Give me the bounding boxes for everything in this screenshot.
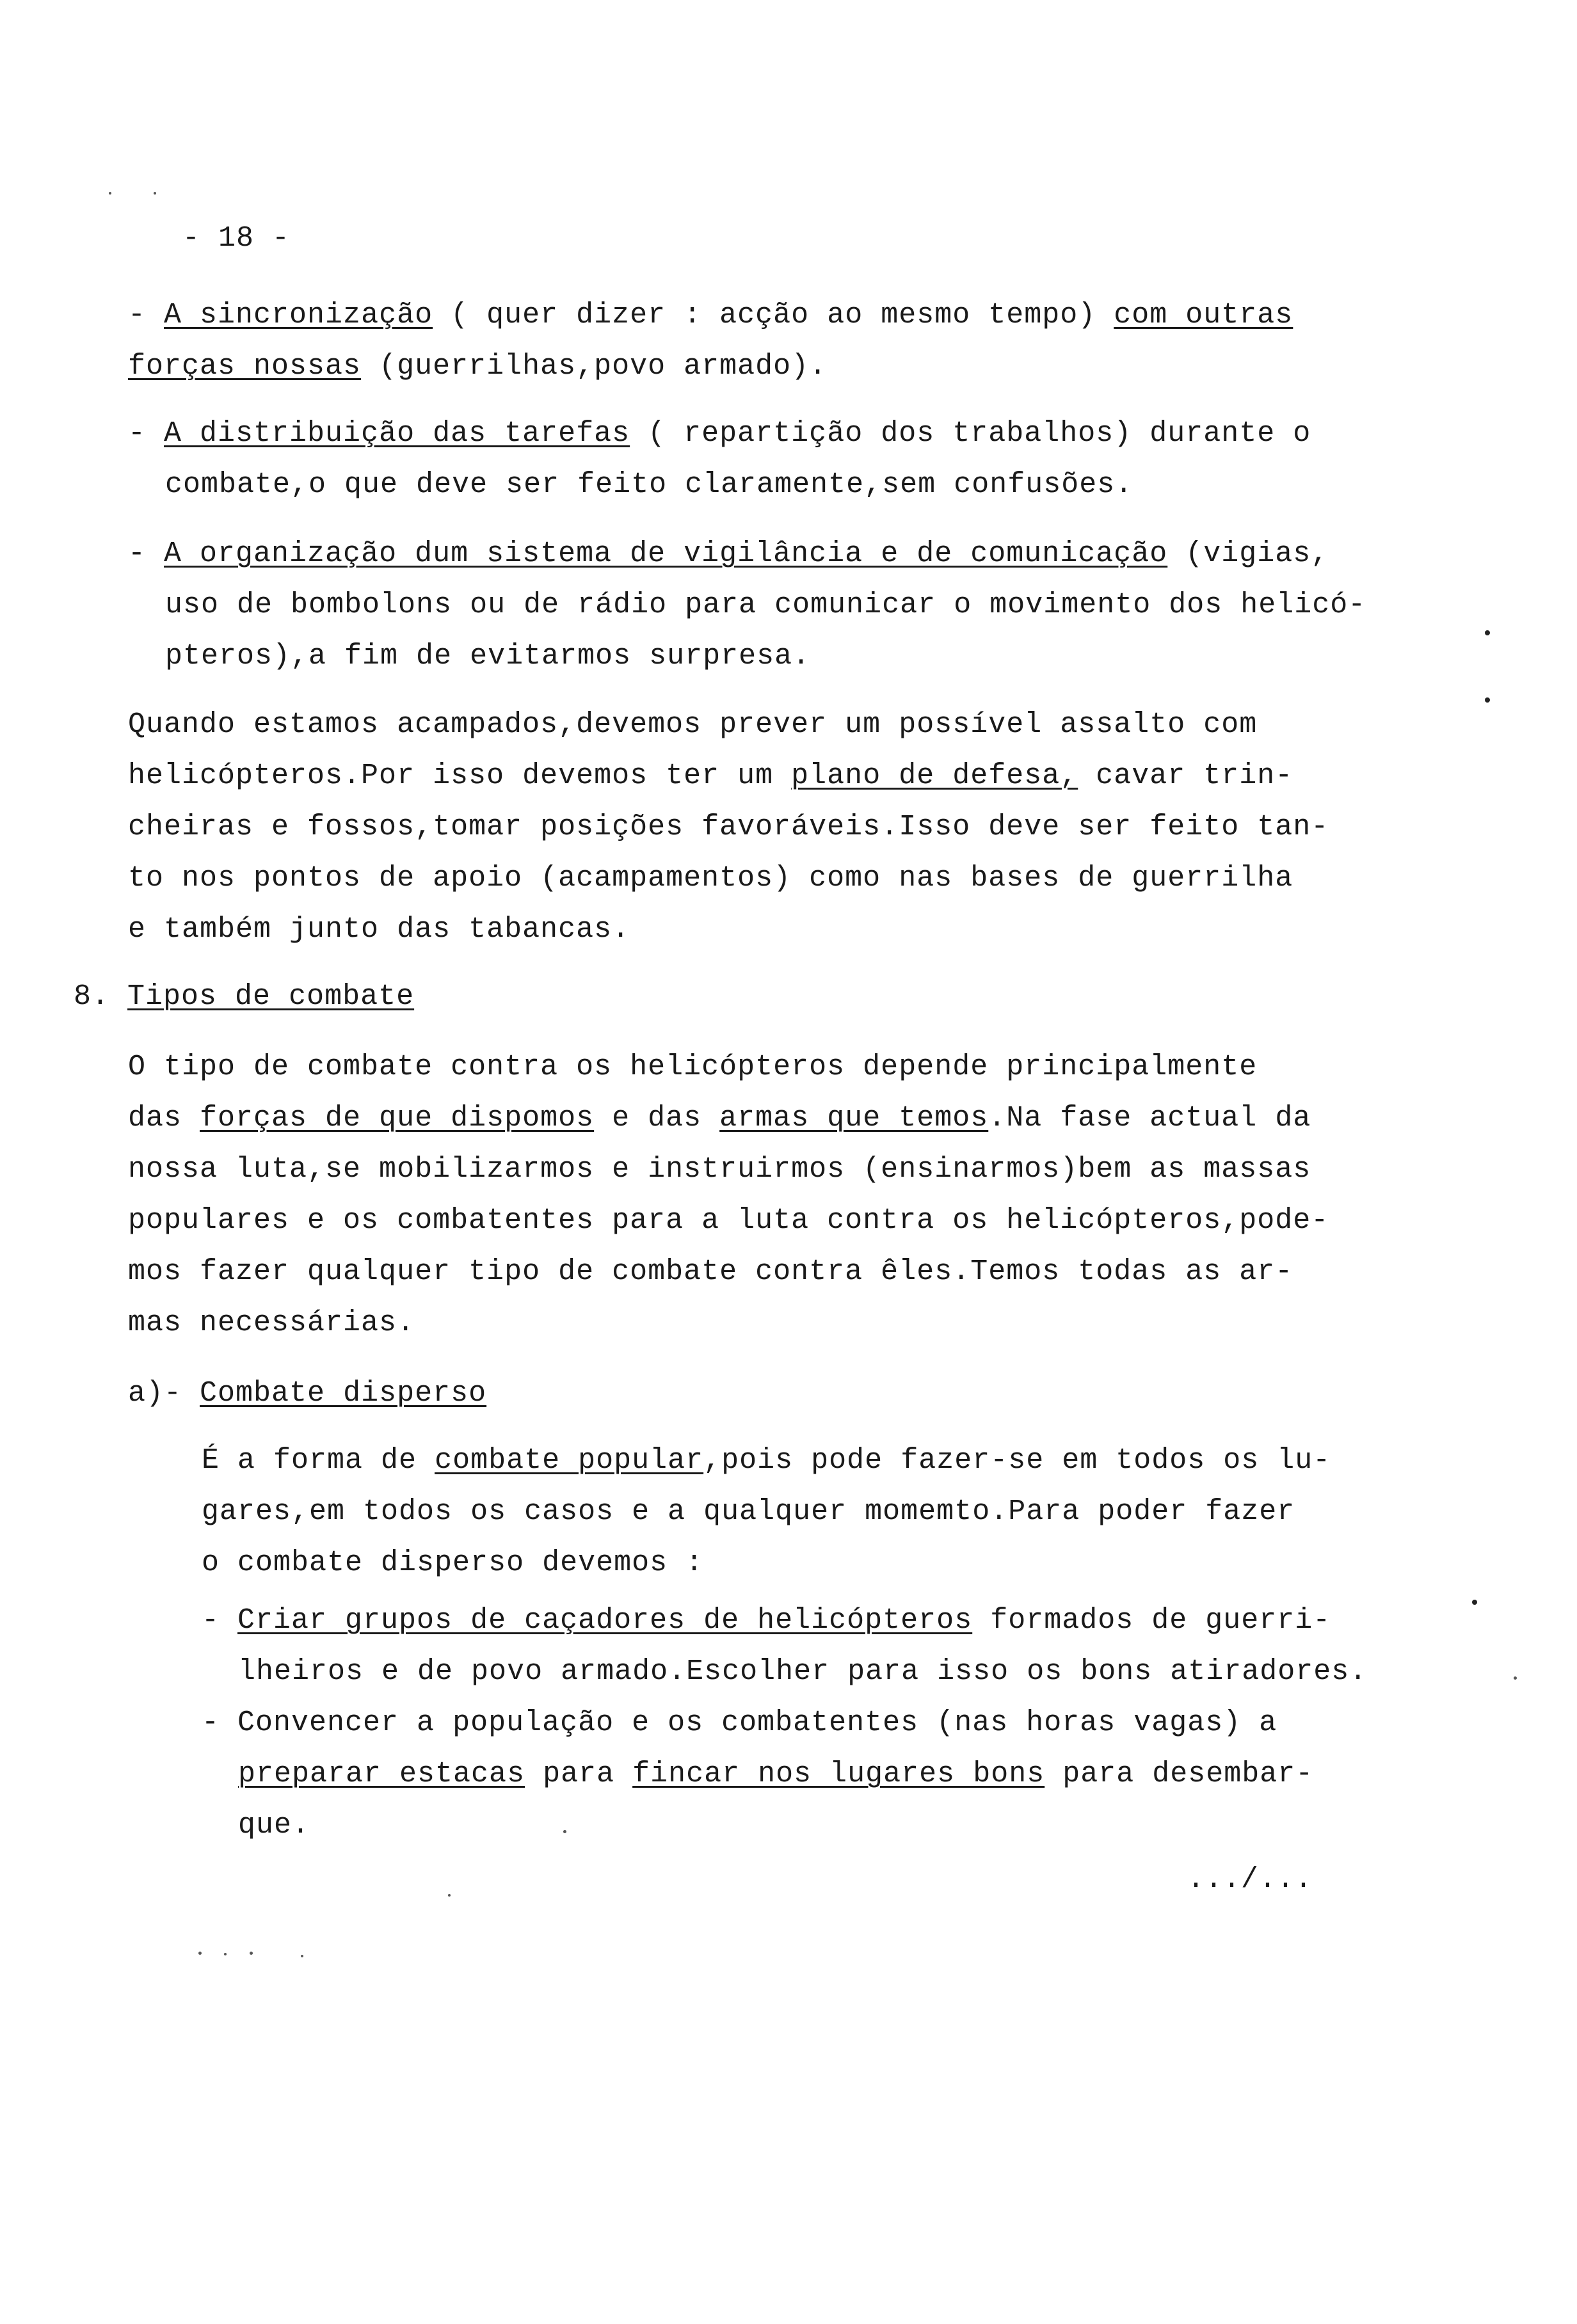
underlined-text: Criar grupos de caçadores de helicópteros: [237, 1604, 973, 1637]
underlined-text: armas que temos: [719, 1102, 989, 1134]
para1-line3: cheiras e fossos,tomar posições favoráveis.Isso deve ser feito tan-: [128, 811, 1329, 843]
para3-line3: o combate disperso devemos :: [202, 1547, 704, 1579]
text: (vigias,: [1167, 537, 1329, 570]
para2-line1: O tipo de combate contra os helicópteros depende principalmente: [128, 1051, 1258, 1083]
text: das: [128, 1102, 200, 1134]
text: para: [525, 1758, 633, 1790]
text: .Na fase actual da: [988, 1102, 1311, 1134]
bullet: -: [202, 1604, 238, 1637]
text: É a forma de: [202, 1444, 435, 1477]
section-8-heading: [74, 979, 414, 1015]
subitem-2-line3: que.: [238, 1809, 310, 1842]
continuation-mark: .../...: [1187, 1863, 1313, 1896]
underlined-text: forças nossas: [128, 350, 362, 383]
bullet: -: [128, 417, 164, 450]
item-sincronizacao-line2: [128, 349, 827, 385]
scan-speck: [198, 1952, 202, 1955]
underlined-text: forças de que dispomos: [200, 1102, 595, 1134]
text: e das: [594, 1102, 720, 1134]
scan-speck: [301, 1955, 303, 1957]
underlined-text: plano de defesa,: [791, 760, 1078, 792]
subitem-1-line2: lheiros e de povo armado.Escolher para isso os bons atiradores.: [238, 1655, 1368, 1688]
scan-speck: [154, 192, 156, 195]
item-distribuicao-line1: [128, 416, 1311, 452]
scan-speck: [448, 1894, 451, 1897]
para1-line2: [128, 758, 1293, 794]
underlined-text: fincar nos lugares bons: [632, 1758, 1045, 1790]
text: helicópteros.Por isso devemos ter um: [128, 760, 792, 792]
item-distribuicao-term: A distribuição das tarefas: [164, 417, 630, 450]
text: cavar trin-: [1078, 760, 1293, 792]
scan-speck: [250, 1952, 253, 1955]
section-number: 8.: [74, 980, 110, 1013]
text: ,pois pode fazer-se em todos os lu-: [703, 1444, 1331, 1477]
para2-line2: [128, 1101, 1311, 1136]
para2-line6: mas necessárias.: [128, 1307, 415, 1339]
item-organizacao-term: A organização dum sistema de vigilância e de comunicação: [164, 537, 1168, 570]
para2-line4: populares e os combatentes para a luta contra os helicópteros,pode-: [128, 1204, 1329, 1237]
item-organizacao-line2: uso de bombolons ou de rádio para comunicar o movimento dos helicó-: [165, 589, 1366, 621]
scan-speck: [563, 1830, 566, 1833]
text: para desembar-: [1045, 1758, 1314, 1790]
underlined-text: combate popular: [435, 1444, 704, 1477]
para1-line1: Quando estamos acampados,devemos prever um possível assalto com: [128, 708, 1258, 741]
scan-speck: [109, 192, 111, 195]
subitem-2-line2: [238, 1756, 1313, 1792]
underlined-text: preparar estacas: [238, 1758, 525, 1790]
item-organizacao-line3: pteros),a fim de evitarmos surpresa.: [165, 640, 811, 673]
para3-line1: [202, 1443, 1331, 1479]
item-organizacao-line1: [128, 536, 1329, 572]
subsection-label: a)-: [128, 1377, 200, 1410]
para2-line3: nossa luta,se mobilizarmos e instruirmos (ensinarmos)bem as massas: [128, 1153, 1311, 1186]
subitem-2-line1: [202, 1705, 1277, 1741]
bullet: -: [128, 299, 164, 331]
item-sincronizacao-term: A sincronização: [164, 299, 433, 331]
scan-speck: [224, 1953, 227, 1955]
item-sincronizacao-line1: [128, 298, 1293, 333]
para1-line5: e também junto das tabancas.: [128, 913, 630, 946]
scan-dot: [1472, 1600, 1477, 1605]
para3-line2: gares,em todos os casos e a qualquer momemto.Para poder fazer: [202, 1495, 1295, 1528]
para2-line5: mos fazer qualquer tipo de combate contra êles.Temos todas as ar-: [128, 1255, 1293, 1288]
subsection-title: Combate disperso: [200, 1377, 487, 1410]
text: Convencer a população e os combatentes (nas horas vagas) a: [237, 1707, 1277, 1739]
text: ( repartição dos trabalhos) durante o: [630, 417, 1311, 450]
text: (guerrilhas,povo armado).: [361, 350, 828, 383]
subsection-a-heading: [128, 1376, 486, 1412]
underlined-text: com outras: [1114, 299, 1293, 331]
bullet: -: [128, 537, 164, 570]
bullet: -: [202, 1707, 238, 1739]
page-number: - 18 -: [182, 222, 291, 255]
text: formados de guerri-: [972, 1604, 1331, 1637]
item-distribuicao-line2: combate,o que deve ser feito claramente,sem confusões.: [165, 468, 1133, 501]
scan-dot: [1485, 630, 1490, 635]
subitem-1-line1: [202, 1603, 1331, 1639]
scan-dot: [1485, 697, 1490, 703]
text: ( quer dizer : acção ao mesmo tempo): [433, 299, 1114, 331]
section-title: Tipos de combate: [127, 980, 415, 1013]
scan-speck: [1514, 1676, 1517, 1680]
para1-line4: to nos pontos de apoio (acampamentos) como nas bases de guerrilha: [128, 862, 1293, 895]
